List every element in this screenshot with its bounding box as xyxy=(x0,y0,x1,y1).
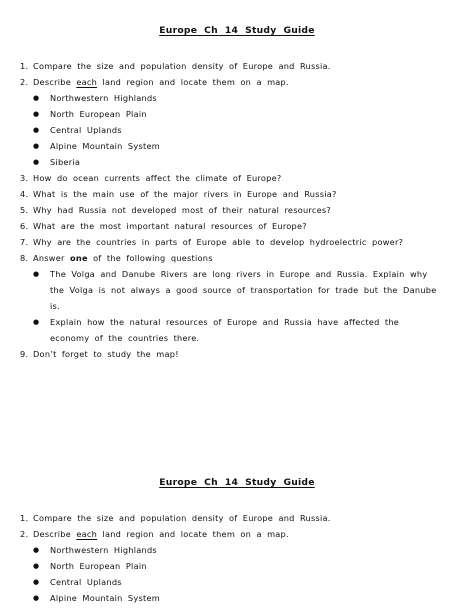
question-number: 9. xyxy=(20,349,29,359)
bullet-icon: ● xyxy=(33,318,40,326)
question-text-part: of the following questions xyxy=(87,253,213,263)
bullet-icon: ● xyxy=(33,126,40,134)
question-text: How do ocean currents affect the climate of Europe? xyxy=(33,173,282,183)
question-item xyxy=(20,234,440,250)
choice-text: The Volga and Danube Rivers are long rivers in Europe and Russia. Explain why the Volga is not always a good source of transportation for trade but the Danube is. xyxy=(50,269,437,311)
page-title: Europe Ch 14 Study Guide xyxy=(159,477,315,488)
list-item xyxy=(33,138,440,154)
list-item xyxy=(33,590,440,606)
question-item xyxy=(20,526,440,606)
region-name: Central Uplands xyxy=(50,577,122,587)
bullet-icon: ● xyxy=(33,142,40,150)
emphasis-word: each xyxy=(76,529,98,539)
region-name: Alpine Mountain System xyxy=(50,141,160,151)
question-item xyxy=(20,58,440,74)
region-name: North European Plain xyxy=(50,561,147,571)
emphasis-word: one xyxy=(70,253,88,263)
question-number: 5. xyxy=(20,205,29,215)
list-item xyxy=(33,154,440,170)
region-name: Alpine Mountain System xyxy=(50,593,160,603)
list-item xyxy=(33,542,440,558)
region-name: Central Uplands xyxy=(50,125,122,135)
region-name: North European Plain xyxy=(50,109,147,119)
question-number: 1. xyxy=(20,61,29,71)
question-text: What is the main use of the major rivers in Europe and Russia? xyxy=(33,189,337,199)
question-number: 4. xyxy=(20,189,29,199)
choice-list xyxy=(20,266,440,346)
bullet-icon: ● xyxy=(33,94,40,102)
question-text-part: Describe xyxy=(33,529,77,539)
question-text: Why had Russia not developed most of their natural resources? xyxy=(33,205,331,215)
list-item xyxy=(33,266,440,314)
list-item xyxy=(33,558,440,574)
choice-text: Explain how the natural resources of Europe and Russia have affected the economy of the countries there. xyxy=(50,317,400,343)
question-text-part: Answer xyxy=(33,253,71,263)
bullet-icon: ● xyxy=(33,562,40,570)
question-text xyxy=(33,250,440,266)
question-text: Why are the countries in parts of Europe able to develop hydroelectric power? xyxy=(33,237,404,247)
question-text-part: land region and locate them on a map. xyxy=(97,77,289,87)
question-item xyxy=(20,74,440,170)
region-name: Northwestern Highlands xyxy=(50,93,157,103)
region-list xyxy=(20,542,440,606)
question-item xyxy=(20,186,440,202)
region-list xyxy=(20,90,440,170)
question-number: 2. xyxy=(20,529,29,539)
question-item xyxy=(20,218,440,234)
emphasis-word: each xyxy=(76,77,98,87)
question-item xyxy=(20,346,440,362)
question-number: 6. xyxy=(20,221,29,231)
bullet-icon: ● xyxy=(33,546,40,554)
question-text-part: land region and locate them on a map. xyxy=(97,529,289,539)
question-item xyxy=(20,510,440,526)
question-item xyxy=(20,170,440,186)
bullet-icon: ● xyxy=(33,110,40,118)
question-text: Don’t forget to study the map! xyxy=(33,349,179,359)
bullet-icon: ● xyxy=(33,578,40,586)
list-item xyxy=(33,122,440,138)
bullet-icon: ● xyxy=(33,270,40,278)
question-text: Compare the size and population density of Europe and Russia. xyxy=(33,513,331,523)
question-number: 1. xyxy=(20,513,29,523)
bullet-icon: ● xyxy=(33,158,40,166)
question-text xyxy=(33,526,440,542)
list-item xyxy=(33,106,440,122)
question-list xyxy=(20,510,440,606)
region-name: Northwestern Highlands xyxy=(50,545,157,555)
question-item xyxy=(20,250,440,346)
question-text: What are the most important natural resources of Europe? xyxy=(33,221,307,231)
list-item xyxy=(33,90,440,106)
question-text-part: Describe xyxy=(33,77,77,87)
question-text: Compare the size and population density of Europe and Russia. xyxy=(33,61,331,71)
question-list xyxy=(20,58,440,362)
page-title: Europe Ch 14 Study Guide xyxy=(159,25,315,36)
region-name: Siberia xyxy=(50,157,81,167)
question-number: 8. xyxy=(20,253,29,263)
question-item xyxy=(20,202,440,218)
list-item xyxy=(33,314,440,346)
question-number: 7. xyxy=(20,237,29,247)
question-number: 3. xyxy=(20,173,29,183)
list-item xyxy=(33,574,440,590)
bullet-icon: ● xyxy=(33,594,40,602)
question-text xyxy=(33,74,440,90)
question-number: 2. xyxy=(20,77,29,87)
